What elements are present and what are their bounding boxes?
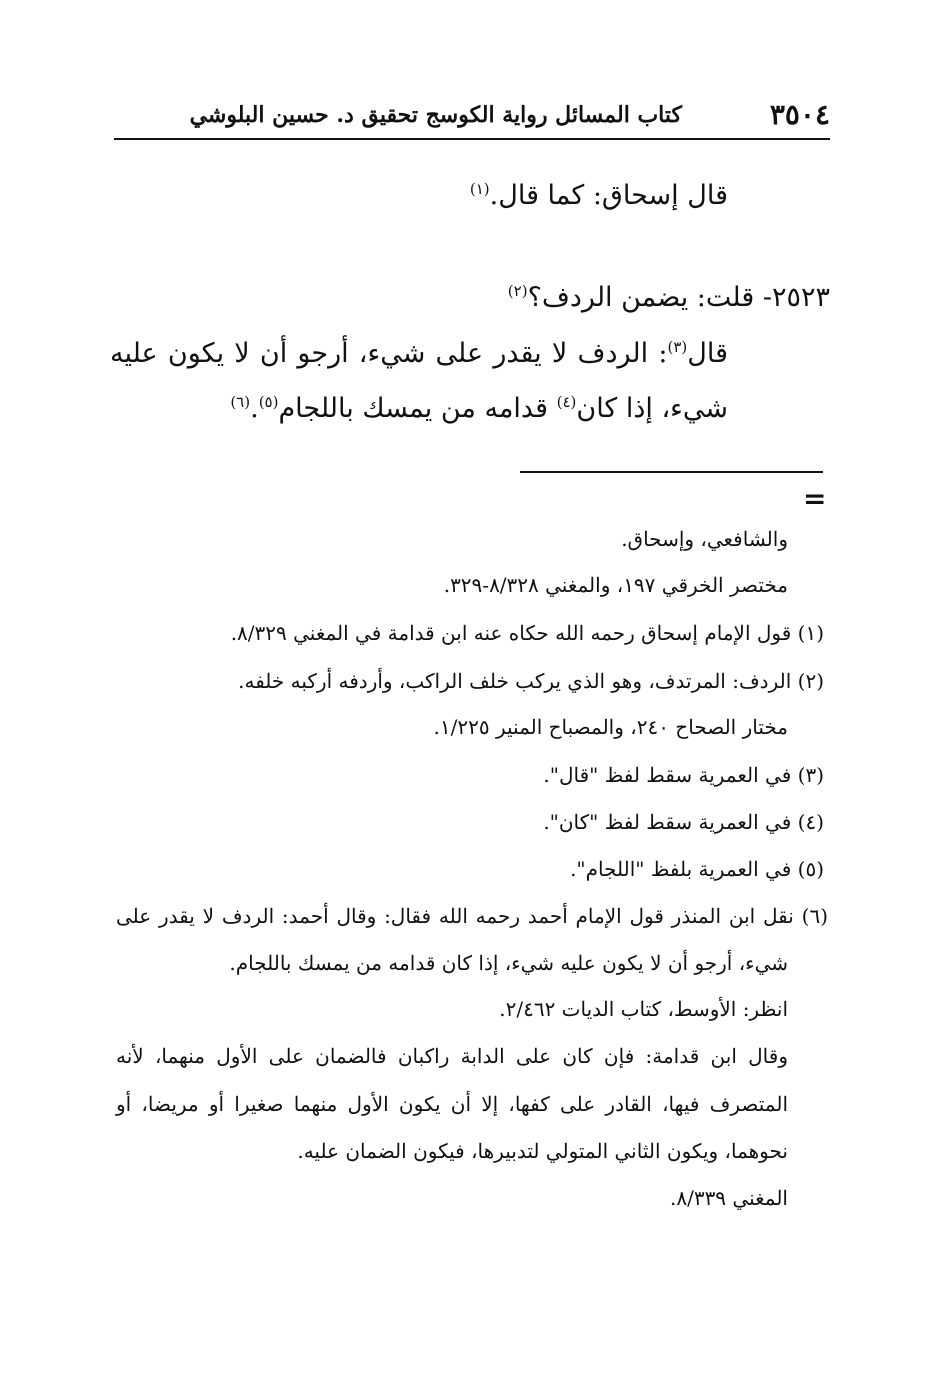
footnote-prev-line-2: مختصر الخرقي ١٩٧، والمغني ٨/٣٢٨-٣٢٩. [443, 573, 788, 597]
footnote-6-line-1: (٦) نقل ابن المنذر قول الإمام أحمد رحمه الله فقال: وقال أحمد: الردف لا يقدر على [116, 904, 828, 928]
footnote-2-source: مختار الصحاح ٢٤٠، والمصباح المنير ١/٢٢٥. [433, 715, 788, 739]
footnote-6-line-3: انظر: الأوسط، كتاب الديات ٢/٤٦٢. [499, 997, 788, 1021]
issue-question-text: قلت: يضمن الردف؟ [527, 282, 755, 313]
footnote-ref-4: (٤) [556, 393, 577, 411]
footnote-ref-6: (٦) [230, 393, 251, 411]
page-number: ٣٥٠٤ [769, 98, 830, 131]
footnote-5: (٥) في العمرية بلفظ "اللجام". [570, 857, 824, 881]
answer-text-2a: شيء، إذا كان [576, 393, 728, 424]
answer-said: قال [687, 338, 728, 369]
footnote-4: (٤) في العمرية سقط لفظ "كان". [543, 810, 824, 834]
footnote-6-line-7: المغني ٨/٣٣٩. [669, 1186, 788, 1210]
footnote-6-line-6: نحوهما، ويكون الثاني المتولي لتدبيرها، فيكون الضمان عليه. [297, 1139, 788, 1163]
footnote-6-line-4: وقال ابن قدامة: فإن كان على الدابة راكبان فالضمان على الأول منهما، لأنه [116, 1044, 788, 1068]
answer-text-1: : الردف لا يقدر على شيء، أرجو أن لا يكون عليه [110, 338, 668, 369]
footnote-1: (١) قول الإمام إسحاق رحمه الله حكاه عنه ابن قدامة في المغني ٨/٣٢٩. [230, 621, 824, 645]
footnote-separator [520, 471, 823, 473]
footnote-continued-mark: = [803, 482, 827, 515]
footnote-6-line-2: شيء، أرجو أن لا يكون عليه شيء، إذا كان قدامه من يمسك باللجام. [229, 951, 788, 975]
running-title: كتاب المسائل رواية الكوسج تحقيق د. حسين البلوشي [189, 102, 682, 128]
ishaq-statement-text: قال إسحاق: كما قال. [489, 180, 728, 211]
answer-period: . [250, 393, 259, 424]
answer-line-2 [230, 393, 728, 424]
issue-number: ٢٥٢٣- [754, 282, 830, 313]
issue-question [508, 282, 830, 313]
footnote-ref-5: (٥) [258, 393, 279, 411]
footnote-ref-1: (١) [469, 180, 490, 198]
answer-line-1 [110, 338, 728, 369]
answer-text-2b: قدامه من يمسك باللجام [278, 393, 557, 424]
footnote-prev-line-1: والشافعي، وإسحاق. [621, 527, 788, 551]
footnote-ref-2: (٢) [507, 282, 528, 300]
footnote-3: (٣) في العمرية سقط لفظ "قال". [543, 763, 824, 787]
footnote-6-line-5: المتصرف فيها، القادر على كفها، إلا أن يكون الأول منهما صغيرا أو مريضا، أو [116, 1092, 788, 1116]
footnote-ref-3: (٣) [667, 338, 688, 356]
ishaq-statement [470, 180, 728, 211]
page-header [114, 96, 830, 140]
footnote-2: (٢) الردف: المرتدف، وهو الذي يركب خلف الراكب، وأردفه أركبه خلفه. [238, 669, 824, 693]
